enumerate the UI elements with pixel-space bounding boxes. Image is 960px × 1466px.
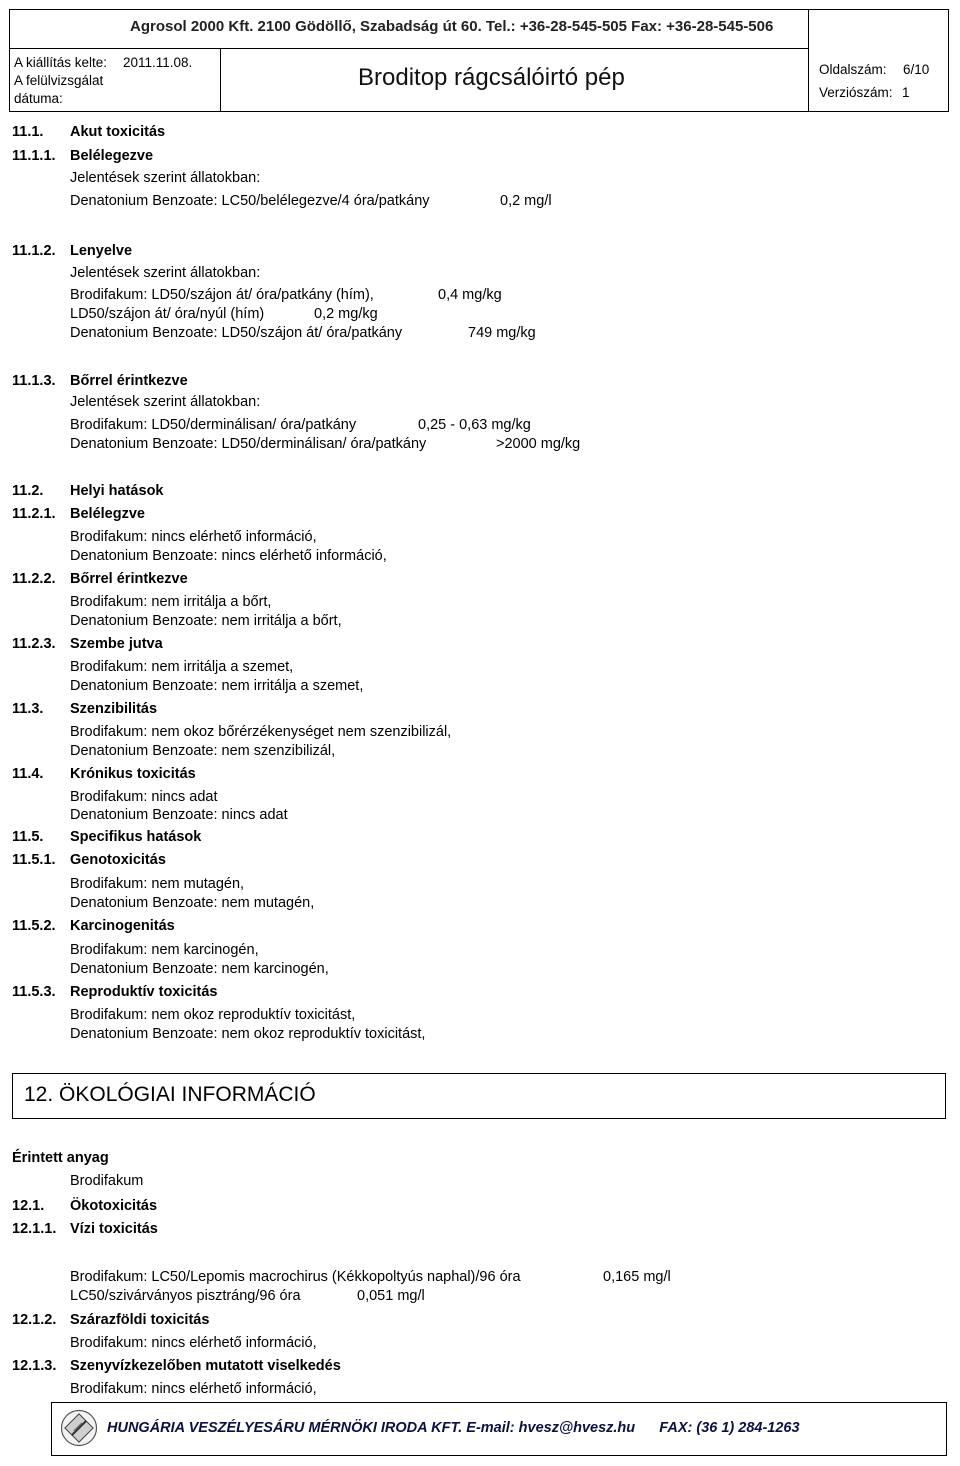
page-label: Oldalszám:	[819, 62, 887, 77]
version-label: Verziószám:	[819, 85, 893, 100]
document-title: Broditop rágcsálóirtó pép	[358, 64, 625, 91]
document-footer	[51, 1402, 947, 1456]
section-title: Specifikus hatások	[70, 829, 202, 845]
review-date-label: A felülvizsgálat	[14, 73, 104, 88]
text-line: Brodifakum: nem okoz reproduktív toxicitást,	[70, 1007, 356, 1023]
tox-value: 749 mg/kg	[468, 325, 536, 341]
footer-text: HUNGÁRIA VESZÉLYESÁRU MÉRNÖKI IRODA KFT. E-mail: hvesz@hvesz.hu FAX: (36 1) 284-1263	[107, 1420, 800, 1436]
section-number: 11.5.1.	[12, 852, 56, 868]
section-title: Helyi hatások	[70, 483, 164, 499]
section-number: 11.5.2.	[12, 918, 56, 934]
company-info: Agrosol 2000 Kft. 2100 Gödöllő, Szabadság út 60. Tel.: +36-28-545-505 Fax: +36-28-545-506	[130, 18, 774, 35]
section-number: 11.5.3.	[12, 984, 56, 1000]
tox-label: Denatonium Benzoate: LC50/belélegezve/4 óra/patkány	[70, 193, 430, 209]
issue-date-label: A kiállítás kelte:	[14, 55, 108, 70]
section-title: Belélegzve	[70, 506, 145, 522]
section-number: 11.2.1.	[12, 506, 56, 522]
text-line: Denatonium Benzoate: nincs adat	[70, 807, 288, 823]
tox-value: 0,25 - 0,63 mg/kg	[418, 417, 531, 433]
section-number: 12.1.	[12, 1198, 45, 1214]
section-title: Lenyelve	[70, 243, 133, 259]
section-number: 11.2.2.	[12, 571, 56, 587]
text-line: Denatonium Benzoate: nem szenzibilizál,	[70, 743, 336, 759]
text-line: Brodifakum: nincs elérhető információ,	[70, 1381, 317, 1397]
section-number: 11.3.	[12, 701, 44, 717]
tox-value: 0,2 mg/l	[500, 193, 552, 209]
section-title: Bőrrel érintkezve	[70, 373, 188, 389]
company-logo-icon	[60, 1409, 98, 1447]
section-title: Ökotoxicitás	[70, 1198, 158, 1214]
document-header	[9, 9, 949, 112]
section-number: 12.1.1.	[12, 1221, 57, 1237]
tox-label: LD50/szájon át/ óra/nyúl (hím)	[70, 306, 265, 322]
section-title: Szárazföldi toxicitás	[70, 1312, 210, 1328]
section-number: 11.2.3.	[12, 636, 56, 652]
text-line: Denatonium Benzoate: nem okoz reproduktív toxicitást,	[70, 1026, 426, 1042]
text-line: Jelentések szerint állatokban:	[70, 265, 261, 281]
review-date-label-2: dátuma:	[14, 91, 63, 106]
tox-value: 0,2 mg/kg	[314, 306, 378, 322]
section-number: 12.1.2.	[12, 1312, 57, 1328]
version-number: 1	[902, 85, 910, 100]
text-line: Brodifakum: nincs elérhető információ,	[70, 1335, 317, 1351]
section-title: Karcinogenitás	[70, 918, 175, 934]
affected-substance-label: Érintett anyag	[12, 1150, 109, 1166]
text-line: Brodifakum: nem irritálja a bőrt,	[70, 594, 272, 610]
text-line: Jelentések szerint állatokban:	[70, 394, 261, 410]
tox-label: Brodifakum: LD50/szájon át/ óra/patkány (hím),	[70, 287, 374, 303]
section-heading-box	[12, 1073, 946, 1119]
section-title: Reproduktív toxicitás	[70, 984, 218, 1000]
section-number: 11.1.	[12, 124, 44, 140]
section-title: Szembe jutva	[70, 636, 163, 652]
tox-value: >2000 mg/kg	[496, 436, 581, 452]
section-number: 11.4.	[12, 766, 44, 782]
tox-label: Brodifakum: LD50/derminálisan/ óra/patkány	[70, 417, 357, 433]
text-line: Denatonium Benzoate: nem irritálja a bőrt,	[70, 613, 342, 629]
text-line: Brodifakum: nincs elérhető információ,	[70, 529, 317, 545]
section-title: Belélegezve	[70, 148, 154, 164]
tox-label: LC50/szivárványos pisztráng/96 óra	[70, 1288, 301, 1304]
text-line: Denatonium Benzoate: nem mutagén,	[70, 895, 315, 911]
header-dates	[10, 48, 221, 112]
header-page-info	[808, 10, 949, 111]
section-title: Szenyvízkezelőben mutatott viselkedés	[70, 1358, 341, 1374]
section-heading: 12. ÖKOLÓGIAI INFORMÁCIÓ	[24, 1083, 316, 1106]
tox-value: 0,4 mg/kg	[438, 287, 502, 303]
section-title: Krónikus toxicitás	[70, 766, 196, 782]
text-line: Brodifakum: nincs adat	[70, 789, 218, 805]
text-line: Brodifakum: nem karcinogén,	[70, 942, 259, 958]
tox-label: Denatonium Benzoate: LD50/szájon át/ óra/patkány	[70, 325, 403, 341]
issue-date: 2011.11.08.	[123, 55, 193, 70]
tox-label: Brodifakum: LC50/Lepomis macrochirus (Kékkopoltyús naphal)/96 óra	[70, 1269, 521, 1285]
section-number: 12.1.3.	[12, 1358, 57, 1374]
section-title: Vízi toxicitás	[70, 1221, 158, 1237]
tox-value: 0,165 mg/l	[603, 1269, 671, 1285]
section-number: 11.5.	[12, 829, 44, 845]
tox-value: 0,051 mg/l	[357, 1288, 425, 1304]
text-line: Brodifakum: nem okoz bőrérzékenységet nem szenzibilizál,	[70, 724, 452, 740]
affected-substance: Brodifakum	[70, 1173, 144, 1189]
text-line: Brodifakum: nem mutagén,	[70, 876, 245, 892]
header-title-cell	[221, 48, 808, 112]
text-line: Jelentések szerint állatokban:	[70, 170, 261, 186]
section-number: 11.1.1.	[12, 148, 56, 164]
section-title: Szenzibilitás	[70, 701, 158, 717]
section-number: 11.1.3.	[12, 373, 56, 389]
section-title: Bőrrel érintkezve	[70, 571, 188, 587]
page-number: 6/10	[903, 62, 930, 77]
text-line: Brodifakum: nem irritálja a szemet,	[70, 659, 294, 675]
text-line: Denatonium Benzoate: nincs elérhető információ,	[70, 548, 387, 564]
section-title: Akut toxicitás	[70, 124, 166, 140]
section-number: 11.2.	[12, 483, 44, 499]
text-line: Denatonium Benzoate: nem irritálja a szemet,	[70, 678, 364, 694]
section-title: Genotoxicitás	[70, 852, 166, 868]
text-line: Denatonium Benzoate: nem karcinogén,	[70, 961, 329, 977]
tox-label: Denatonium Benzoate: LD50/derminálisan/ óra/patkány	[70, 436, 427, 452]
section-number: 11.1.2.	[12, 243, 56, 259]
